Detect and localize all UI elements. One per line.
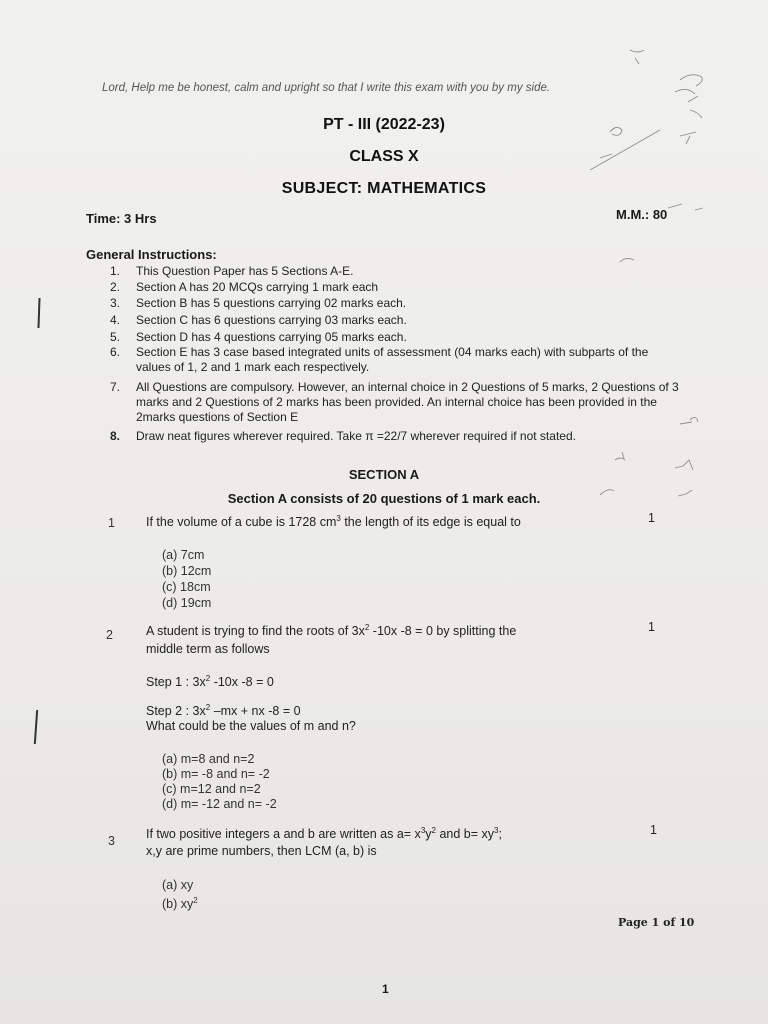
pen-mark: [34, 710, 38, 744]
option: (a) 7cm: [162, 548, 205, 562]
instruction-item: 2. Section A has 20 MCQs carrying 1 mark each: [110, 280, 379, 294]
instruction-item: 4. Section C has 6 questions carrying 03 marks each.: [110, 313, 407, 327]
instruction-item: 5. Section D has 4 questions carrying 05 marks each.: [110, 330, 407, 344]
option: (d) m= -12 and n= -2: [162, 797, 277, 811]
step-line: Step 1 : $3x^2$ -10x -8 = 0: [146, 674, 274, 690]
subject-title: SUBJECT: MATHEMATICS: [281, 180, 487, 197]
option: (a) m=8 and n=2: [162, 752, 255, 766]
question-text: A student is trying to find the roots of $3x^2$ -10x -8 = 0 by splitting the: [146, 623, 517, 639]
question-text: If the volume of a cube is 1728 $cm^3$ the length of its edge is equal to: [146, 514, 521, 530]
option: (b) 12cm: [162, 564, 212, 578]
question-text: middle term as follows: [146, 642, 270, 656]
option: (a) xy: [162, 878, 194, 892]
question-marks: 1: [650, 823, 657, 837]
instruction-item: 7. All Questions are compulsory. However, an internal choice in 2 Questions of 5 marks, 2 Questions of 3 marks and 2 Questions of 2 marks has been provided. An internal choice has been provided in the 2marks questions of Section E: [110, 380, 679, 424]
question-number: 3: [108, 834, 115, 848]
time-label: Time: 3 Hrs: [86, 211, 157, 226]
pen-mark: [37, 298, 40, 328]
option: (b) m= -8 and n= -2: [162, 767, 270, 781]
instruction-item: 8. Draw neat figures wherever required. Take π =22/7 wherever required if not stated.: [110, 429, 576, 443]
question-number: 2: [106, 628, 113, 642]
step-line: Step 2 : $3x^2$ –mx + nx -8 = 0: [146, 703, 301, 719]
option: (d) 19cm: [162, 596, 212, 610]
question-number: 1: [108, 516, 115, 530]
instruction-item: 6. Section E has 3 case based integrated units of assessment (04 marks each) with subparts of the values of 1, 2 and 1 mark each respectively.: [110, 345, 649, 374]
instructions-heading: General Instructions:: [86, 247, 217, 262]
instruction-item: 1. This Question Paper has 5 Sections A-E.: [110, 264, 354, 278]
prayer-line: Lord, Help me be honest, calm and upright so that I write this exam with you by my side.: [102, 82, 551, 94]
page-number: 1: [382, 982, 389, 996]
section-heading: SECTION A: [348, 467, 420, 482]
exam-title: PT - III (2022-23): [323, 116, 445, 133]
option: (c) m=12 and n=2: [162, 782, 261, 796]
page-footer: Page 1 of 10: [618, 916, 695, 929]
pencil-scribbles: [560, 40, 740, 500]
option: (c) 18cm: [162, 580, 211, 594]
question-text: What could be the values of m and n?: [146, 719, 356, 733]
question-text: x,y are prime numbers, then LCM (a, b) is: [146, 844, 377, 858]
instruction-item: 3. Section B has 5 questions carrying 02 marks each.: [110, 296, 407, 310]
question-marks: 1: [648, 511, 655, 525]
section-subheading: Section A consists of 20 questions of 1 mark each.: [227, 491, 541, 506]
question-text: If two positive integers a and b are written as $a= x^3y^2$ and $b= xy^3$;: [146, 826, 502, 842]
class-title: CLASS X: [349, 148, 419, 165]
max-marks-label: M.M.: 80: [616, 207, 668, 222]
option: (b) $xy^2$: [162, 896, 198, 912]
question-marks: 1: [648, 620, 655, 634]
